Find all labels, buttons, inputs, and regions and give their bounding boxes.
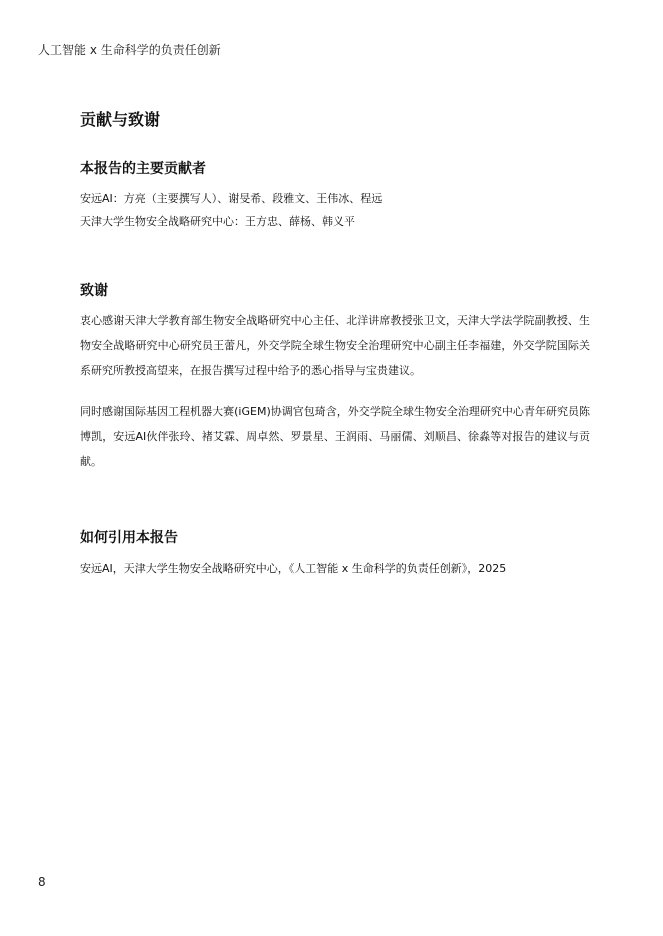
- contributors-heading: 本报告的主要贡献者: [80, 161, 206, 177]
- citation-text: 安远AI，天津大学生物安全战略研究中心，《人工智能 x 生命科学的负责任创新》，2025: [80, 562, 507, 575]
- acknowledgements-paragraph: 同时感谢国际基因工程机器大赛(iGEM)协调官包琦含，外交学院全球生物安全治理研究中心青年研究员陈博凯，安远AI伙伴张玲、褚艾霖、周卓然、罗景星、王润雨、马丽儒、刘顺昌、徐淼等对报告的建议与贡献。: [80, 405, 590, 468]
- page-title: 贡献与致谢: [80, 110, 161, 129]
- citation-heading: 如何引用本报告: [80, 530, 178, 546]
- running-header: 人工智能 x 生命科学的负责任创新: [38, 43, 221, 57]
- acknowledgements-paragraph: 衷心感谢天津大学教育部生物安全战略研究中心主任、北洋讲席教授张卫文，天津大学法学院副教授、生物安全战略研究中心研究员王蕾凡，外交学院全球生物安全治理研究中心副主任李福建，外交学院国际关系研究所教授高望来，在报告撰写过程中给予的悉心指导与宝贵建议。: [80, 314, 590, 377]
- acknowledgements-heading: 致谢: [80, 283, 108, 299]
- page-number: 8: [38, 875, 46, 889]
- contributors-line-tianjin: 天津大学生物安全战略研究中心：王方忠、薛杨、韩义平: [80, 215, 355, 228]
- contributors-line-anyuan: 安远AI：方亮（主要撰写人）、谢旻希、段雅文、王伟冰、程远: [80, 192, 383, 205]
